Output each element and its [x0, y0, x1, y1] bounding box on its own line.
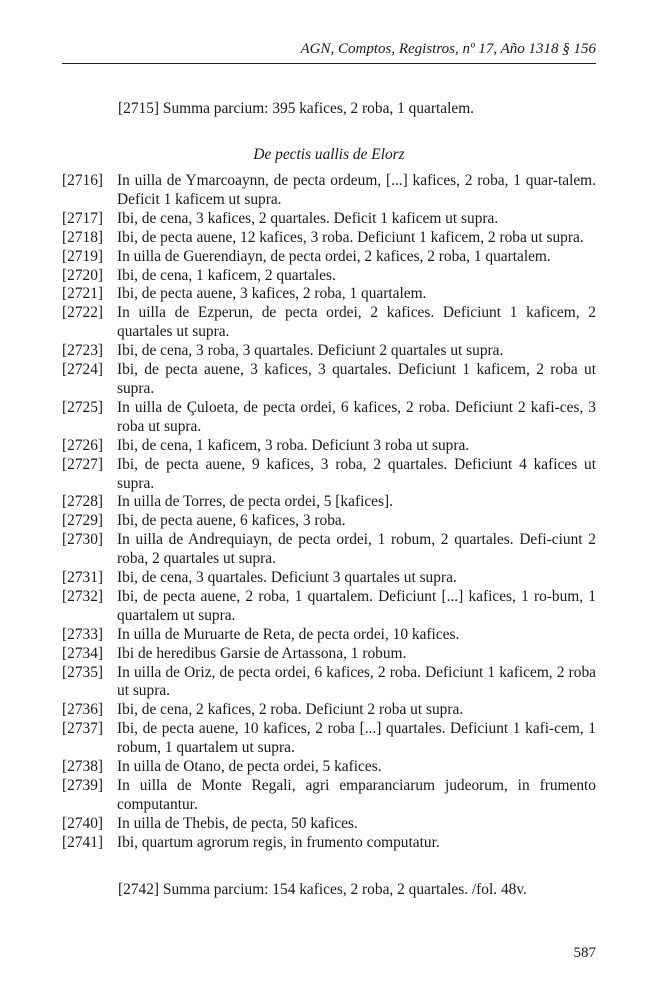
summa-top: [2715] Summa parcium: 395 kafices, 2 roba, 1 quartalem. [118, 100, 475, 117]
entry-number: [2740] [62, 814, 104, 832]
entry-text: Ibi, de cena, 3 quartales. Deficiunt 3 quartales ut supra. [117, 569, 457, 587]
entry [62, 229, 596, 248]
entry-number: [2731] [62, 569, 104, 587]
entry-number: [2733] [62, 625, 104, 643]
page-number: 587 [573, 945, 596, 961]
entry-number: [2727] [62, 455, 104, 473]
entry-text: In uilla de Torres, de pecta ordei, 5 [kafices]. [117, 493, 393, 511]
entry-number: [2725] [62, 398, 104, 416]
entry [62, 342, 596, 361]
entry-number: [2719] [62, 247, 104, 265]
entry [62, 626, 596, 645]
entry-text: Ibi, de cena, 1 kaficem, 3 roba. Deficiunt 3 roba ut supra. [117, 436, 470, 454]
entry-number: [2734] [62, 644, 104, 662]
entry-text: Ibi, de pecta auene, 6 kafices, 3 roba. [117, 512, 346, 530]
entry-text: Ibi, de pecta auene, 10 kafices, 2 roba [...] quartales. Deficiunt 1 kafi-cem, 1 robum, 1 quartalem ut supra. [117, 720, 596, 757]
entry-number: [2732] [62, 587, 104, 605]
entry [62, 361, 596, 399]
entry [62, 588, 596, 626]
entry [62, 399, 596, 437]
entry-number: [2721] [62, 285, 104, 303]
entry-text: Ibi, de cena, 3 roba, 3 quartales. Deficiunt 2 quartales ut supra. [117, 342, 504, 360]
entry [62, 777, 596, 815]
entry-text: In uilla de Andrequiayn, de pecta ordei, 1 robum, 2 quartales. Defi-ciunt 2 roba, 2 quartales ut supra. [117, 531, 596, 568]
entry-text: Ibi, de pecta auene, 12 kafices, 3 roba. Deficiunt 1 kaficem, 2 roba ut supra. [117, 228, 584, 246]
entry-text: In uilla de Muruarte de Reta, de pecta ordei, 10 kafices. [117, 625, 460, 643]
entry-text: Ibi, de cena, 1 kaficem, 2 quartales. [117, 266, 336, 284]
entry [62, 569, 596, 588]
entry [62, 720, 596, 758]
entry [62, 456, 596, 494]
section-heading: De pectis uallis de Elorz [253, 146, 405, 163]
entry-number: [2718] [62, 228, 104, 246]
entry-text: Ibi, de pecta auene, 2 roba, 1 quartalem. Deficiunt [...] kafices, 1 ro-bum, 1 quartalem ut supra. [117, 587, 596, 624]
entry-number: [2739] [62, 777, 104, 794]
entry-text: In uilla de Guerendiayn, de pecta ordei, 2 kafices, 2 roba, 1 quartalem. [117, 247, 551, 265]
entry [62, 531, 596, 569]
entry-number: [2728] [62, 493, 104, 511]
entry [62, 172, 596, 210]
entry [62, 664, 596, 702]
entry [62, 701, 596, 720]
entry [62, 512, 596, 531]
entry [62, 248, 596, 267]
entry-text: In uilla de Ymarcoaynn, de pecta ordeum, [...] kafices, 2 roba, 1 quar-talem. Deficit 1 kaficem ut supra. [117, 172, 596, 208]
entry-text: Ibi, de pecta auene, 9 kafices, 3 roba, 2 quartales. Deficiunt 4 kafices ut supra. [117, 455, 596, 492]
entry-number: [2738] [62, 758, 104, 776]
entry [62, 210, 596, 229]
entry-text: Ibi, de cena, 3 kafices, 2 quartales. Deficit 1 kaficem ut supra. [117, 209, 499, 227]
entry-number: [2717] [62, 209, 104, 227]
entry [62, 834, 596, 853]
summa-bottom: [2742] Summa parcium: 154 kafices, 2 roba, 2 quartales. /fol. 48v. [118, 881, 527, 898]
entry-list [62, 172, 596, 853]
entry-text: In uilla de Oriz, de pecta ordei, 6 kafices, 2 roba. Deficiunt 1 kaficem, 2 roba ut supra. [117, 663, 596, 700]
entry [62, 267, 596, 286]
entry-number: [2736] [62, 701, 104, 719]
entry [62, 437, 596, 456]
entry-number: [2716] [62, 172, 104, 189]
entry-number: [2741] [62, 833, 104, 851]
entry [62, 645, 596, 664]
entry-text: Ibi, de pecta auene, 3 kafices, 3 quartales. Deficiunt 1 kaficem, 2 roba ut supra. [117, 361, 596, 397]
entry-number: [2720] [62, 266, 104, 284]
entry [62, 285, 596, 304]
entry-text: Ibi, de pecta auene, 3 kafices, 2 roba, 1 quartalem. [117, 285, 427, 303]
entry-number: [2722] [62, 304, 104, 322]
entry-text: Ibi, de cena, 2 kafices, 2 roba. Deficiunt 2 roba ut supra. [117, 701, 464, 719]
entry [62, 493, 596, 512]
entry-text: In uilla de Otano, de pecta ordei, 5 kafices. [117, 758, 382, 776]
entry-text: In uilla de Thebis, de pecta, 50 kafices. [117, 814, 358, 832]
entry-text: Ibi, quartum agrorum regis, in frumento computatur. [117, 833, 440, 851]
entry [62, 758, 596, 777]
header-rule [62, 63, 596, 64]
entry-number: [2737] [62, 720, 104, 738]
entry-text: In uilla de Monte Regali, agri emparanciarum judeorum, in frumento computantur. [117, 777, 596, 813]
entry [62, 304, 596, 342]
entry-text: In uilla de Çuloeta, de pecta ordei, 6 kafices, 2 roba. Deficiunt 2 kafi-ces, 3 roba ut supra. [117, 398, 596, 435]
entry-text: In uilla de Ezperun, de pecta ordei, 2 kafices. Deficiunt 1 kaficem, 2 quartales ut supra. [117, 304, 596, 341]
entry-number: [2724] [62, 361, 104, 379]
entry-number: [2726] [62, 436, 104, 454]
entry-number: [2723] [62, 342, 104, 360]
entry-number: [2735] [62, 663, 104, 681]
entry-number: [2729] [62, 512, 104, 530]
entry-text: Ibi de heredibus Garsie de Artassona, 1 robum. [117, 644, 407, 662]
entry-number: [2730] [62, 531, 104, 549]
entry [62, 815, 596, 834]
running-head: AGN, Comptos, Registros, nº 17, Año 1318 § 156 [300, 41, 596, 57]
